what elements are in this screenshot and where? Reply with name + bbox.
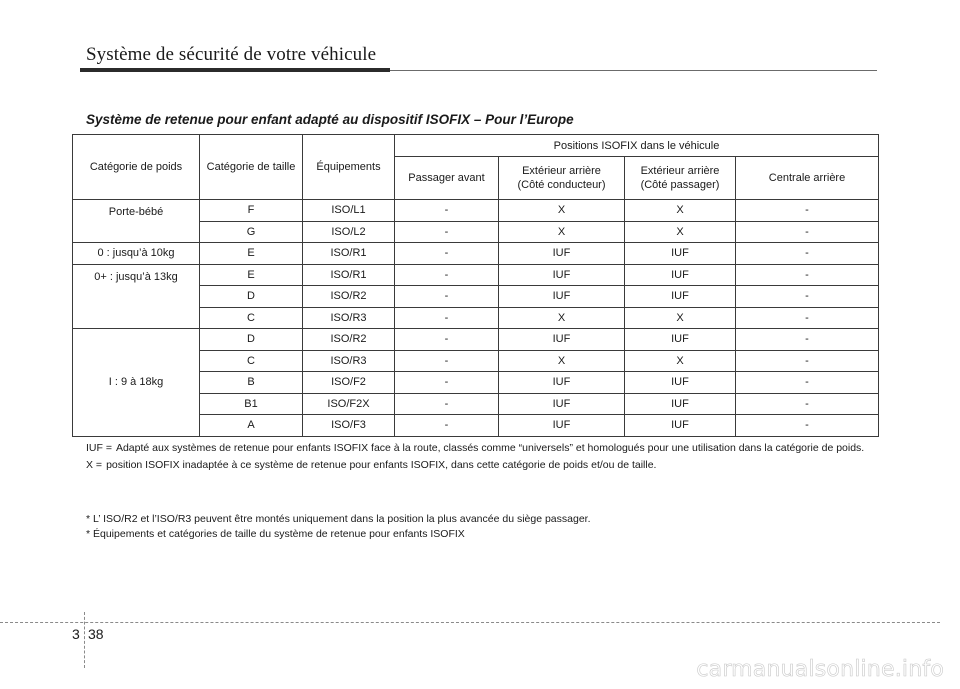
legend-iuf-definition: Adapté aux systèmes de retenue pour enfants ISOFIX face à la route, classés comme “universels” et homologués pour une utilisation dans la catégorie de poids. — [115, 442, 865, 454]
rear-outer-passenger-cell: IUF — [625, 243, 736, 265]
rear-outer-passenger-cell: IUF — [625, 372, 736, 394]
rear-outer-passenger-cell: X — [625, 221, 736, 243]
isofix-table — [72, 134, 879, 437]
fixture-cell: ISO/R1 — [303, 243, 395, 265]
front-passenger-cell: - — [395, 264, 499, 286]
table-row — [73, 200, 879, 222]
fixture-cell: ISO/F3 — [303, 415, 395, 437]
rear-center-cell: - — [736, 243, 879, 265]
legend-x — [86, 459, 878, 472]
weight-category-cell: Porte-bébé — [73, 200, 200, 243]
header-fixture: Équipements — [303, 135, 395, 200]
rear-outer-passenger-cell: X — [625, 350, 736, 372]
rear-outer-driver-cell: IUF — [499, 372, 625, 394]
rear-outer-passenger-cell: X — [625, 307, 736, 329]
header-size-category: Catégorie de taille — [200, 135, 303, 200]
legend-iuf-term: IUF = — [86, 442, 112, 454]
front-passenger-cell: - — [395, 221, 499, 243]
header-rule-thin — [390, 70, 877, 71]
front-passenger-cell: - — [395, 200, 499, 222]
rear-outer-passenger-cell: X — [625, 200, 736, 222]
rear-outer-passenger-cell: IUF — [625, 393, 736, 415]
fixture-cell: ISO/L2 — [303, 221, 395, 243]
size-category-cell: A — [200, 415, 303, 437]
rear-outer-passenger-cell: IUF — [625, 264, 736, 286]
weight-category-cell: I : 9 à 18kg — [73, 329, 200, 437]
fixture-cell: ISO/F2X — [303, 393, 395, 415]
rear-center-cell: - — [736, 264, 879, 286]
page-number: 38 — [88, 626, 104, 642]
header-front-passenger: Passager avant — [395, 157, 499, 200]
rear-outer-driver-cell: IUF — [499, 264, 625, 286]
header-rear-outer-driver — [499, 157, 625, 200]
rear-center-cell: - — [736, 393, 879, 415]
size-category-cell: B — [200, 372, 303, 394]
page-header-title: Système de sécurité de votre véhicule — [86, 44, 377, 65]
header-isofix-positions: Positions ISOFIX dans le véhicule — [395, 135, 879, 157]
front-passenger-cell: - — [395, 243, 499, 265]
fixture-cell: ISO/L1 — [303, 200, 395, 222]
rear-outer-passenger-cell: IUF — [625, 286, 736, 308]
rear-outer-driver-cell: X — [499, 307, 625, 329]
size-category-cell: E — [200, 264, 303, 286]
rear-center-cell: - — [736, 307, 879, 329]
rear-outer-driver-cell: X — [499, 350, 625, 372]
weight-category-cell: 0 : jusqu’à 10kg — [73, 243, 200, 265]
size-category-cell: E — [200, 243, 303, 265]
header-rule-thick — [80, 68, 390, 72]
fixture-cell: ISO/R2 — [303, 329, 395, 351]
rear-center-cell: - — [736, 286, 879, 308]
front-passenger-cell: - — [395, 286, 499, 308]
front-passenger-cell: - — [395, 307, 499, 329]
legend-x-definition: position ISOFIX inadaptée à ce système de retenue pour enfants ISOFIX, dans cette catégorie de poids et/ou de taille. — [106, 459, 657, 471]
size-category-cell: B1 — [200, 393, 303, 415]
rear-center-cell: - — [736, 415, 879, 437]
rear-outer-passenger-cell: IUF — [625, 329, 736, 351]
footer-rule — [0, 622, 940, 623]
weight-category-cell: 0+ : jusqu’à 13kg — [73, 264, 200, 329]
legend — [86, 442, 878, 476]
legend-x-term: X = — [86, 459, 103, 471]
header-rear-outer-passenger — [625, 157, 736, 200]
rear-outer-driver-cell: IUF — [499, 415, 625, 437]
front-passenger-cell: - — [395, 393, 499, 415]
fixture-cell: ISO/R1 — [303, 264, 395, 286]
rear-center-cell: - — [736, 200, 879, 222]
rear-outer-driver-cell: X — [499, 200, 625, 222]
front-passenger-cell: - — [395, 415, 499, 437]
size-category-cell: F — [200, 200, 303, 222]
front-passenger-cell: - — [395, 372, 499, 394]
rear-outer-driver-cell: IUF — [499, 329, 625, 351]
footnote-iso-r2-r3: * L’ ISO/R2 et l’ISO/R3 peuvent être montés uniquement dans la position la plus avancée du siège passager. — [86, 513, 591, 525]
rear-center-cell: - — [736, 350, 879, 372]
table-row — [73, 329, 879, 351]
rear-outer-passenger-cell: IUF — [625, 415, 736, 437]
footnote-fixture-size: * Équipements et catégories de taille du système de retenue pour enfants ISOFIX — [86, 528, 465, 540]
size-category-cell: G — [200, 221, 303, 243]
rear-outer-driver-cell: IUF — [499, 393, 625, 415]
rear-center-cell: - — [736, 329, 879, 351]
header-weight-category: Catégorie de poids — [73, 135, 200, 200]
footer-vertical-rule — [84, 612, 85, 668]
section-title: Système de retenue pour enfant adapté au dispositif ISOFIX – Pour l’Europe — [86, 112, 574, 127]
fixture-cell: ISO/F2 — [303, 372, 395, 394]
size-category-cell: D — [200, 329, 303, 351]
rear-outer-driver-cell: IUF — [499, 243, 625, 265]
legend-iuf — [86, 442, 878, 455]
size-category-cell: D — [200, 286, 303, 308]
watermark-text: carmanualsonline.info — [696, 657, 944, 682]
chapter-number: 3 — [72, 626, 80, 642]
rear-outer-driver-cell: X — [499, 221, 625, 243]
header-rear-outer-driver-line2: (Côté conducteur) — [517, 179, 606, 191]
fixture-cell: ISO/R2 — [303, 286, 395, 308]
header-rear-outer-passenger-line2: (Côté passager) — [640, 179, 720, 191]
rear-outer-driver-cell: IUF — [499, 286, 625, 308]
front-passenger-cell: - — [395, 350, 499, 372]
footnotes — [86, 512, 878, 542]
front-passenger-cell: - — [395, 329, 499, 351]
fixture-cell: ISO/R3 — [303, 307, 395, 329]
header-rear-outer-passenger-line1: Extérieur arrière — [640, 165, 720, 177]
rear-center-cell: - — [736, 221, 879, 243]
header-rear-outer-driver-line1: Extérieur arrière — [522, 165, 601, 177]
header-rear-center: Centrale arrière — [736, 157, 879, 200]
fixture-cell: ISO/R3 — [303, 350, 395, 372]
rear-center-cell: - — [736, 372, 879, 394]
table-row — [73, 243, 879, 265]
size-category-cell: C — [200, 350, 303, 372]
table-row — [73, 264, 879, 286]
size-category-cell: C — [200, 307, 303, 329]
